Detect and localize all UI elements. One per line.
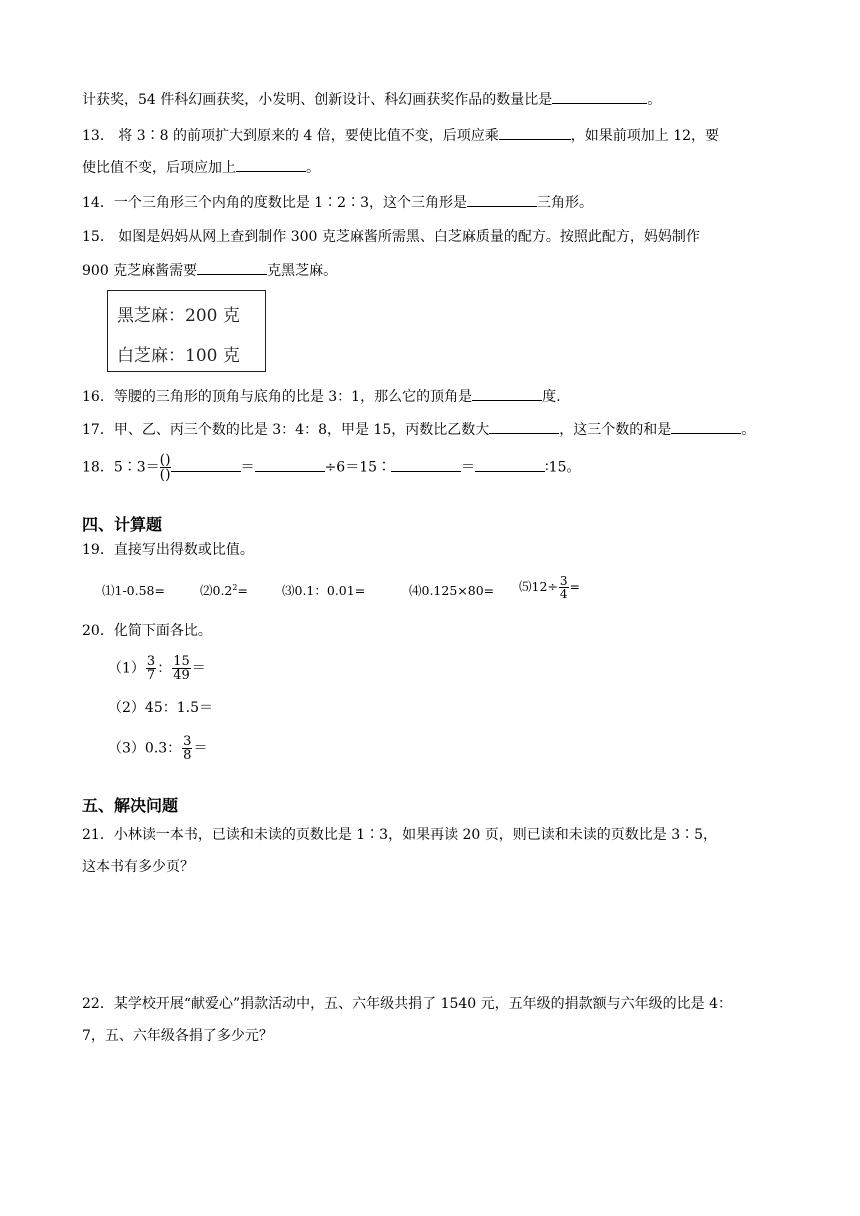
- q20-title: 20．化简下面各比。: [82, 623, 212, 639]
- sesame-recipe-box: [107, 290, 266, 372]
- q16-blank[interactable]: [472, 386, 542, 401]
- q20-p3-label: （3）0.3：: [108, 740, 182, 757]
- q20-p3-eq: ＝: [193, 740, 208, 757]
- q14-line: [82, 192, 593, 213]
- q20-p1-sep: ：: [157, 660, 172, 677]
- black-sesame-label: 黑芝麻：200 克: [117, 306, 240, 326]
- q20-part-1: [108, 655, 206, 682]
- q20-p3-frac: [182, 735, 192, 762]
- q20-p1-frac-1: [146, 655, 156, 682]
- q17-blank-1[interactable]: [489, 419, 559, 434]
- q22-line1: 22．某学校开展“献爱心”捐款活动中，五、六年级共捐了 1540 元，五年级的捐款额与六年级的比是 4：: [82, 996, 733, 1012]
- q20-p1-frac-2: [172, 655, 191, 682]
- q19-item-5-text: ⑸12÷: [519, 579, 558, 594]
- q18-blank-3[interactable]: [391, 457, 461, 472]
- section-4-heading: 四、计算题: [82, 515, 163, 534]
- q20-p1-f1-den: 7: [146, 668, 156, 683]
- q13-text-d: 。: [306, 160, 320, 176]
- q15-blank[interactable]: [197, 260, 267, 275]
- q18-frac-num: (): [159, 452, 171, 468]
- q19-item-5-num: 3: [559, 574, 568, 588]
- q19-item-4: ⑷0.125×80=: [409, 583, 495, 598]
- q18-text-d: ＝: [461, 459, 476, 476]
- q17-line: [82, 419, 755, 440]
- q18-fraction: [160, 453, 171, 482]
- q20-part-3: [108, 735, 207, 762]
- q19-item-1: ⑴1-0.58=: [102, 583, 165, 598]
- q14-text-b: 三角形。: [537, 195, 593, 211]
- q13-line2: [82, 157, 320, 178]
- q12-text: 计获奖，54 件科幻画获奖，小发明、创新设计、科幻画获奖作品的数量比是: [82, 92, 553, 108]
- q18-text-c: ÷6＝15∶: [324, 459, 392, 476]
- q19-item-2-eq: =: [237, 583, 248, 598]
- q12-line: [82, 89, 661, 110]
- q17-text-c: 。: [741, 422, 756, 438]
- q13-line1: [82, 125, 719, 146]
- q18-text-e: ∶15。: [545, 459, 581, 476]
- q18-blank-4[interactable]: [475, 457, 545, 472]
- q17-text-a: 17．甲、乙、丙三个数的比是 3：4：8，甲是 15，丙数比乙数大: [82, 422, 490, 438]
- q16-text-b: 度.: [542, 389, 561, 405]
- q16-text-a: 16．等腰的三角形的顶角与底角的比是 3：1，那么它的顶角是: [82, 389, 473, 405]
- q20-p1-label: （1）: [108, 660, 145, 677]
- q15-text: 15． 如图是妈妈从网上查到制作 300 克芝麻酱所需黑、白芝麻质量的配方。按照此配方，妈妈制作: [82, 229, 700, 245]
- q20-p1-eq: ＝: [191, 660, 206, 677]
- q15-line1: [82, 227, 700, 247]
- q13-text-c: 使比值不变，后项应加上: [82, 160, 236, 176]
- q17-blank-2[interactable]: [671, 419, 741, 434]
- q19-item-2-exp: 2: [232, 582, 238, 592]
- q19-item-5-fraction: [559, 575, 569, 600]
- q16-line: [82, 386, 561, 407]
- q13-text-b: ，如果前项加上 12，要: [570, 128, 720, 144]
- q22-line2: 7，五、六年级各捐了多少元？: [82, 1028, 273, 1044]
- white-sesame-label: 白芝麻：100 克: [117, 346, 240, 366]
- q18-blank-1[interactable]: [171, 457, 241, 472]
- q15-line2: [82, 260, 337, 281]
- q20-p1-f2-num: 15: [173, 654, 190, 669]
- q20-p1-f2-den: 49: [173, 668, 190, 683]
- q18-line: [82, 453, 581, 482]
- q18-frac-den: (): [159, 467, 171, 483]
- q15-text-b: 克黑芝麻。: [267, 263, 338, 279]
- q20-p3-num: 3: [183, 734, 192, 749]
- q20-p1-f1-num: 3: [146, 654, 156, 669]
- q20-part-2: （2）45：1.5＝: [108, 700, 213, 716]
- q18-text-a: 18．5∶3＝: [82, 459, 160, 476]
- q19-item-2: [200, 581, 248, 599]
- q13-blank-1[interactable]: [499, 125, 571, 140]
- q19-item-2-base: ⑵0.2: [200, 583, 233, 598]
- q21-line1: 21．小林读一本书，已读和未读的页数比是 1∶3，如果再读 20 页，则已读和未读的页数比是 3∶5，: [82, 827, 718, 843]
- q15-text-a: 900 克芝麻酱需要: [82, 263, 198, 279]
- q18-blank-2[interactable]: [255, 457, 325, 472]
- q21-line2: 这本书有多少页？: [82, 859, 194, 875]
- q12-end: 。: [647, 92, 662, 108]
- q18-text-b: ＝: [240, 459, 255, 476]
- q14-blank[interactable]: [467, 192, 537, 207]
- q19-title: 19．直接写出得数或比值。: [82, 542, 254, 558]
- q19-item-3: ⑶0.1：0.01=: [282, 583, 366, 598]
- q19-item-5-den: 4: [559, 587, 568, 601]
- q19-item-5-eq: =: [569, 579, 581, 594]
- q13-text-a: 13． 将 3∶8 的前项扩大到原来的 4 倍，要使比值不变，后项应乘: [82, 128, 499, 144]
- section-5-heading: 五、解决问题: [82, 796, 179, 815]
- q20-p3-den: 8: [183, 748, 192, 763]
- q14-text-a: 14．一个三角形三个内角的度数比是 1∶2∶3，这个三角形是: [82, 195, 467, 211]
- q13-blank-2[interactable]: [236, 157, 306, 172]
- q17-text-b: ，这三个数的和是: [559, 422, 672, 438]
- q19-item-5: [519, 575, 580, 600]
- q12-answer-blank[interactable]: [552, 89, 647, 104]
